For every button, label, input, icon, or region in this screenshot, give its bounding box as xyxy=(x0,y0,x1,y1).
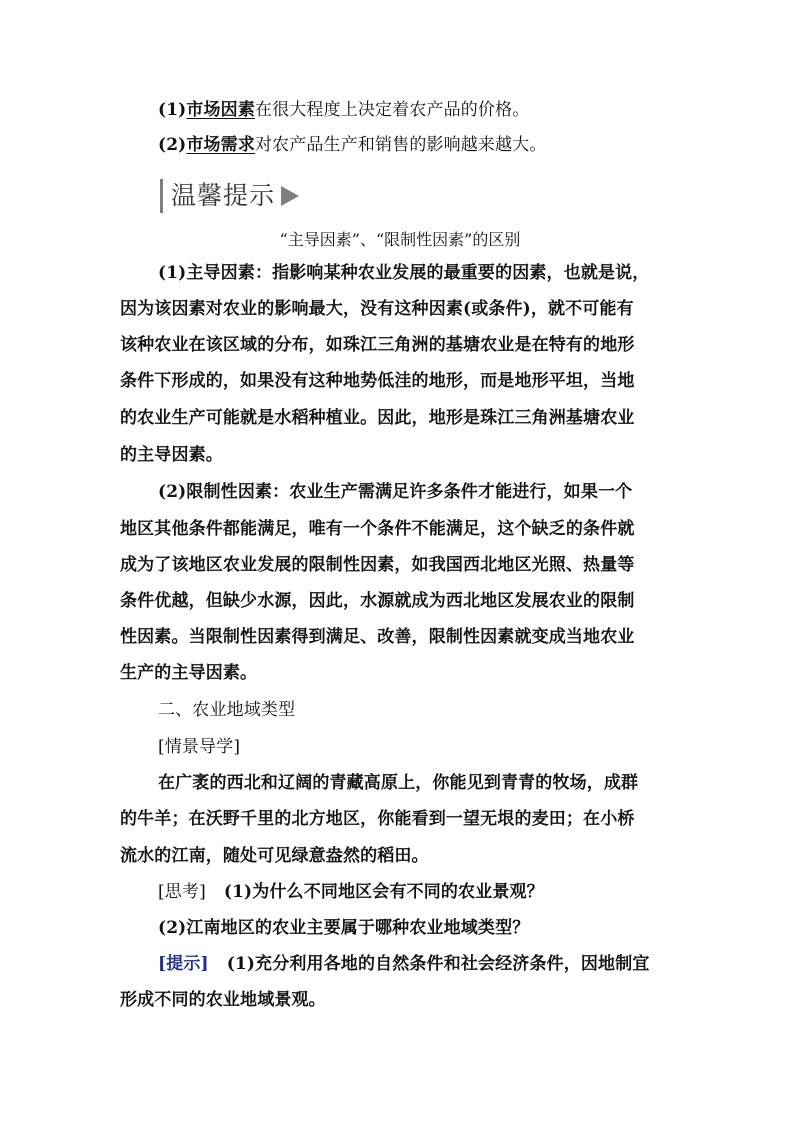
hint-label: [提示] xyxy=(158,954,209,974)
think-question-2: (2)江南地区的农业主要属于哪种农业地域类型？ xyxy=(158,918,530,938)
section-heading: 二、农业地域类型 xyxy=(158,700,296,720)
think-question-1: (1)为什么不同地区会有不同的农业景观？ xyxy=(223,882,544,902)
tip-p2-line: (2)限制性因素：农业生产需满足许多条件才能进行，如果一个 xyxy=(158,482,633,502)
hint-answer-1: (1)充分利用各地的自然条件和社会经济条件，因地制宜 xyxy=(226,954,650,974)
scene-label: [情景导学] xyxy=(158,737,241,757)
tip-p1-line: (1)主导因素：指影响某种农业发展的最重要的因素，也就是说， xyxy=(158,263,650,283)
tip-p1-line: 条件下形成的，如果没有这种地势低洼的地形，而是地形平坦，当地 xyxy=(120,371,635,391)
tip-p1-line: 的农业生产可能就是水稻种植业。因此，地形是珠江三角洲基塘农业 xyxy=(120,408,635,428)
play-arrow-icon xyxy=(281,186,299,206)
market-factor-term: 市场因素 xyxy=(186,100,255,120)
tip-p2-line: 生产的主导因素。 xyxy=(120,663,258,683)
intro-point-1-number: (1) xyxy=(158,100,187,120)
hint-answer-continuation: 形成不同的农业地域景观。 xyxy=(120,990,326,1010)
market-demand-term: 市场需求 xyxy=(186,135,255,155)
scene-line: 流水的江南，随处可见绿意盎然的稻田。 xyxy=(120,846,429,866)
intro-point-2-text: 对农产品生产和销售的影响越来越大。 xyxy=(254,135,547,155)
tip-p1-line: 该种农业在该区域的分布，如珠江三角洲的基塘农业是在特有的地形 xyxy=(120,335,635,355)
hint-row xyxy=(158,953,680,975)
tip-bar-icon xyxy=(160,179,163,213)
intro-point-1 xyxy=(158,99,680,121)
intro-point-2 xyxy=(158,134,680,156)
tip-p1-line: 因为该因素对农业的影响最大，没有这种因素(或条件)，就不可能有 xyxy=(120,299,634,319)
intro-point-1-text: 在很大程度上决定着农产品的价格。 xyxy=(254,100,530,120)
think-row xyxy=(158,881,680,903)
scene-line: 的牛羊；在沃野千里的北方地区，你能看到一望无垠的麦田；在小桥 xyxy=(120,809,635,829)
scene-line: 在广袤的西北和辽阔的青藏高原上，你能见到青青的牧场，成群 xyxy=(158,773,639,793)
think-label: [思考] xyxy=(158,882,206,902)
intro-point-2-number: (2) xyxy=(158,135,187,155)
tip-p2-line: 成为了该地区农业发展的限制性因素，如我国西北地区光照、热量等 xyxy=(120,555,635,575)
tip-header xyxy=(160,178,299,214)
tip-p2-line: 地区其他条件都能满足，唯有一个条件不能满足，这个缺乏的条件就 xyxy=(120,519,635,539)
tip-p2-line: 性因素。当限制性因素得到满足、改善，限制性因素就变成当地农业 xyxy=(120,627,635,647)
tip-subtitle: “主导因素”、“限制性因素”的区别 xyxy=(279,230,521,249)
tip-p2-line: 条件优越，但缺少水源，因此，水源就成为西北地区发展农业的限制 xyxy=(120,591,635,611)
tip-title: 温馨提示 xyxy=(171,181,276,210)
tip-p1-line: 的主导因素。 xyxy=(120,445,223,465)
